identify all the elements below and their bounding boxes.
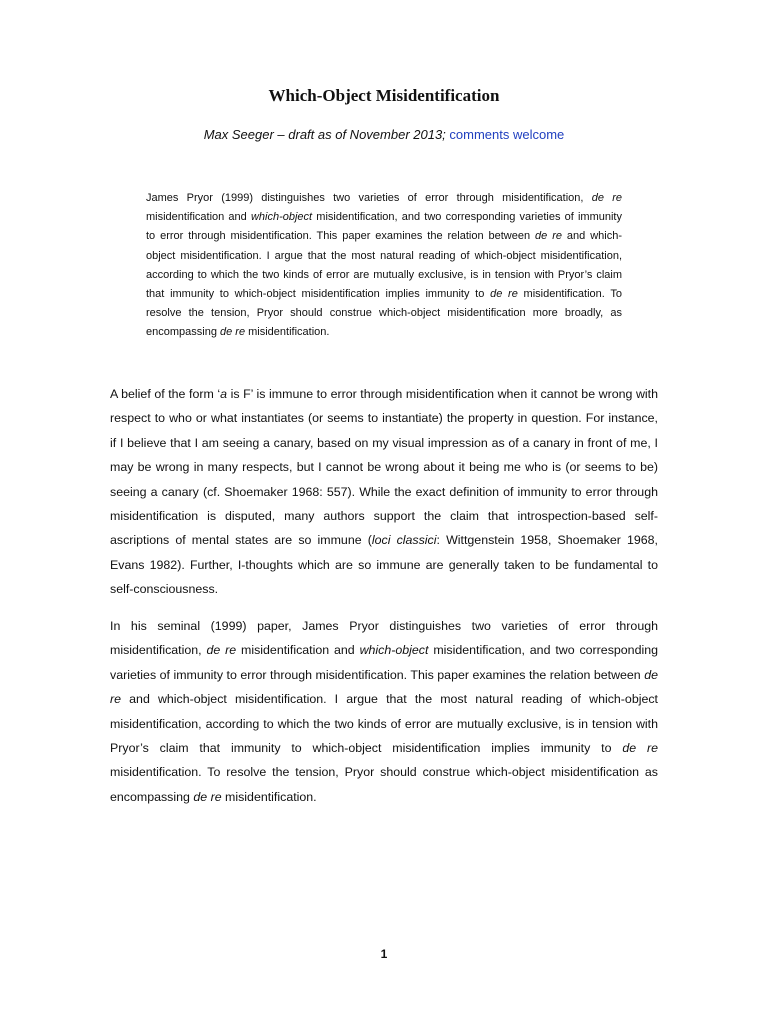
emphasized-text: de re [220,326,246,339]
text-run: misidentification. [245,326,330,339]
text-run: misidentification and [236,643,360,658]
text-run: and which-object misidentification. I argue that the most natural reading of which-object misidentification, according to which the two kinds of error are mutually exclusive, is in tension with Pryor’s claim that immunity to which-object misidentification implies immunity to [146,230,622,301]
emphasized-text: de re [490,288,518,301]
text-run: misidentification. To resolve the tension, Pryor should construe which-object misidentification more broadly, as encompassing [146,288,622,339]
paper-title: Which-Object Misidentification [268,86,500,105]
text-run: misidentification, and two corresponding varieties of immunity to error through misidentification. This paper examines the relation between [110,643,658,682]
emphasized-text: de re [193,789,222,804]
body-paragraph-2 [110,614,658,809]
text-run: misidentification and [146,211,251,224]
byline [0,127,768,142]
emphasized-text: de re [622,741,658,756]
emphasized-text: a [220,387,228,401]
body-paragraph-1 [110,382,658,602]
text-run: In his seminal (1999) paper, James Pryor distinguishes two varieties of error through misidentification, [110,619,658,658]
emphasized-text: de re [110,667,658,707]
text-run: misidentification. [221,789,317,804]
emphasized-text: which-object [250,211,313,224]
page-number: 1 [380,947,388,961]
text-run: and which-object misidentification. I argue that the most natural reading of which-object misidentification, according to which the two kinds of error are mutually exclusive, is in tension with Pryor’s claim that immunity to which-object misidentification implies immunity to [110,692,658,756]
text-run: misidentification. To resolve the tension, Pryor should construe which-object misidentification as encompassing [110,765,658,804]
emphasized-text: de re [535,230,562,243]
abstract [146,189,622,343]
text-run: : Wittgenstein 1958, Shoemaker 1968, Evans 1982). Further, I-thoughts which are so immune are generally taken to be fundamental to self-consciousness. [110,533,659,597]
text-run: James Pryor (1999) distinguishes two varieties of error through misidentification, [146,192,592,204]
text-run: A belief of the form ‘ [110,387,221,401]
emphasized-text: loci classici [371,533,437,548]
author-draft-note: Max Seeger – draft as of November 2013; [203,127,450,142]
text-run: is F’ is immune to error through misidentification when it cannot be wrong with respect to who or what instantiates (or seems to instantiate) the property in question. For instance, if I believe that I am seeing a canary, based on my visual impression as of a canary in front of me, I may be wrong in many respects, but I cannot be wrong about it being me who is (or seems to be) seeing a canary (cf. Shoemaker 1968: 557). While the exact definition of immunity to error through misidentification is disputed, many authors support the claim that introspection-based self-ascriptions of mental states are so immune ( [110,387,658,548]
comments-welcome-link[interactable]: comments welcome [449,127,565,142]
emphasized-text: which-object [359,643,429,658]
emphasized-text: de re [206,643,237,658]
emphasized-text: de re [591,192,622,204]
text-run: misidentification, and two corresponding varieties of immunity to error through misidentification. This paper examines the relation between [146,211,622,243]
